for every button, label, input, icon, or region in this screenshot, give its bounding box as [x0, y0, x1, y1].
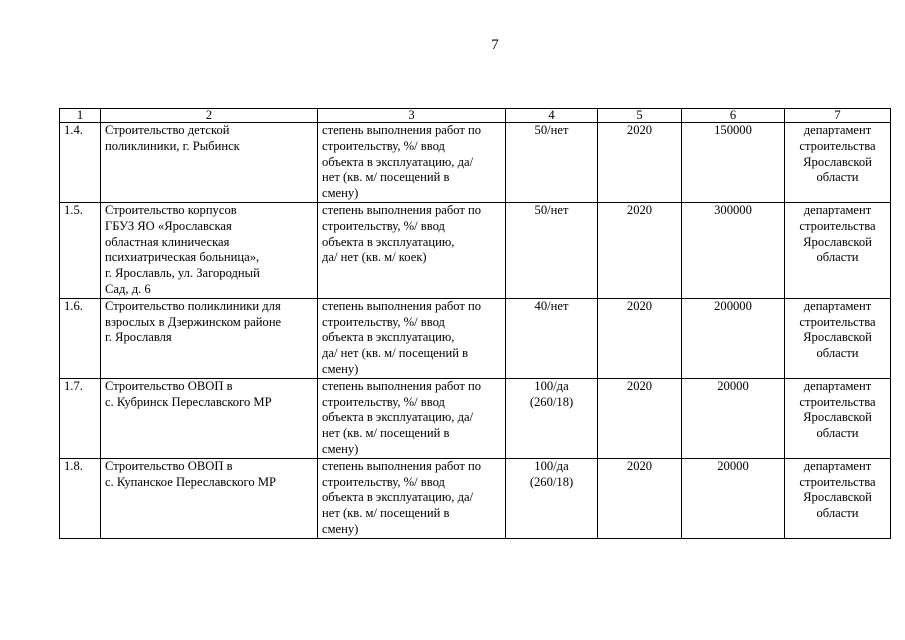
- item-amount: 200000: [682, 298, 785, 378]
- item-executor: департамент строительства Ярославской области: [785, 202, 891, 298]
- item-year: 2020: [598, 298, 682, 378]
- table-row: [60, 298, 891, 378]
- table-header-row: [60, 109, 891, 123]
- column-header: 7: [785, 109, 891, 123]
- column-header: 5: [598, 109, 682, 123]
- item-name: Строительство ОВОП в с. Кубринск Переславского МР: [101, 378, 318, 458]
- item-value: 40/нет: [506, 298, 598, 378]
- item-amount: 20000: [682, 458, 785, 538]
- column-header: 1: [60, 109, 101, 123]
- item-executor: департамент строительства Ярославской области: [785, 378, 891, 458]
- item-year: 2020: [598, 202, 682, 298]
- table-row: [60, 123, 891, 203]
- item-name: Строительство ОВОП в с. Купанское Переславского МР: [101, 458, 318, 538]
- item-value: 50/нет: [506, 202, 598, 298]
- item-number: 1.4.: [60, 123, 101, 203]
- item-amount: 150000: [682, 123, 785, 203]
- item-amount: 300000: [682, 202, 785, 298]
- item-year: 2020: [598, 458, 682, 538]
- item-value: 100/да (260/18): [506, 378, 598, 458]
- column-header: 6: [682, 109, 785, 123]
- item-indicator: степень выполнения работ по строительству, %/ ввод объекта в эксплуатацию, да/ нет (кв. м/ посещений в смену): [318, 458, 506, 538]
- item-indicator: степень выполнения работ по строительству, %/ ввод объекта в эксплуатацию, да/ нет (кв. м/ посещений в смену): [318, 378, 506, 458]
- item-indicator: степень выполнения работ по строительству, %/ ввод объекта в эксплуатацию, да/ нет (кв. м/ посещений в смену): [318, 298, 506, 378]
- table-row: [60, 458, 891, 538]
- item-name: Строительство поликлиники для взрослых в Дзержинском районе г. Ярославля: [101, 298, 318, 378]
- table-row: [60, 378, 891, 458]
- item-executor: департамент строительства Ярославской области: [785, 123, 891, 203]
- item-number: 1.7.: [60, 378, 101, 458]
- item-number: 1.5.: [60, 202, 101, 298]
- item-executor: департамент строительства Ярославской области: [785, 458, 891, 538]
- table-row: [60, 202, 891, 298]
- item-executor: департамент строительства Ярославской области: [785, 298, 891, 378]
- item-year: 2020: [598, 378, 682, 458]
- item-number: 1.6.: [60, 298, 101, 378]
- item-value: 50/нет: [506, 123, 598, 203]
- column-header: 3: [318, 109, 506, 123]
- page-number: 7: [491, 37, 499, 53]
- measures-table: [59, 108, 891, 539]
- column-header: 4: [506, 109, 598, 123]
- item-year: 2020: [598, 123, 682, 203]
- item-number: 1.8.: [60, 458, 101, 538]
- item-amount: 20000: [682, 378, 785, 458]
- column-header: 2: [101, 109, 318, 123]
- item-name: Строительство детской поликлиники, г. Рыбинск: [101, 123, 318, 203]
- item-indicator: степень выполнения работ по строительству, %/ ввод объекта в эксплуатацию, да/ нет (кв. м/ коек): [318, 202, 506, 298]
- item-indicator: степень выполнения работ по строительству, %/ ввод объекта в эксплуатацию, да/ нет (кв. м/ посещений в смену): [318, 123, 506, 203]
- item-value: 100/да (260/18): [506, 458, 598, 538]
- item-name: Строительство корпусов ГБУЗ ЯО «Ярославская областная клиническая психиатрическая больница», г. Ярославль, ул. Загородный Сад, д. 6: [101, 202, 318, 298]
